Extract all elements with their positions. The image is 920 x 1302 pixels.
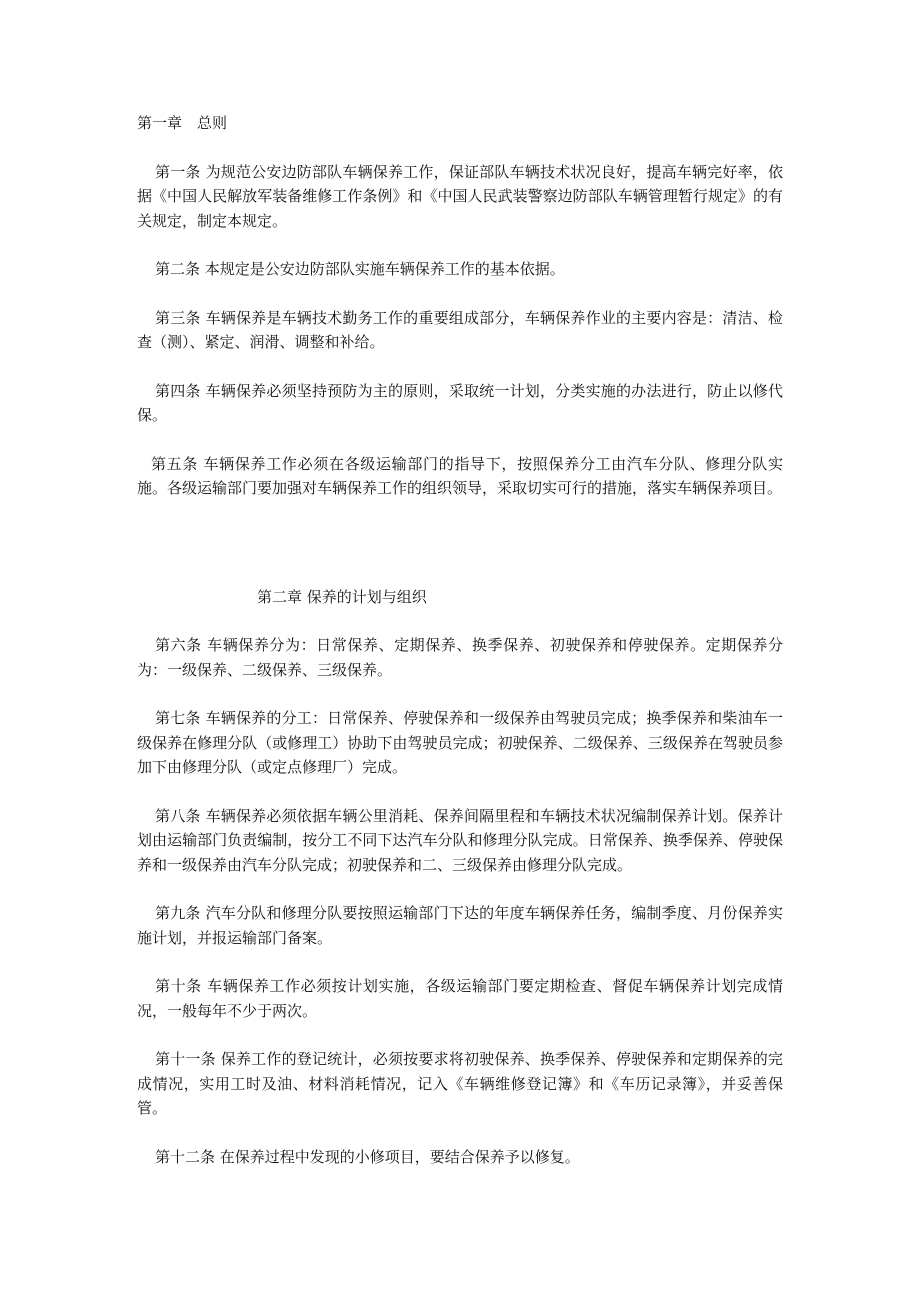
article-3 (137, 306, 783, 355)
article-text: 车辆保养必须坚持预防为主的原则，采取统一计划，分类实施的办法进行，防止以修代保。 (137, 381, 783, 424)
article-8 (137, 804, 783, 878)
article-text: 在保养过程中发现的小修项目，要结合保养予以修复。 (219, 1147, 580, 1166)
article-text: 车辆保养必须依据车辆公里消耗、保养间隔里程和车辆技术状况编制保养计划。保养计划由运输部门负责编制，按分工不同下达汽车分队和修理分队完成。日常保养、换季保养、停驶保养和一级保养由汽车分队完成；初驶保养和二、三级保养由修理分队完成。 (137, 806, 783, 874)
article-label: 第四条 (155, 381, 201, 400)
chapter-2-title: 第二章 保养的计划与组织 (257, 587, 427, 606)
article-label: 第二条 (155, 260, 201, 278)
article-2 (137, 257, 783, 282)
article-text: 本规定是公安边防部队实施车辆保养工作的基本依据。 (204, 260, 565, 278)
article-text: 车辆保养的分工：日常保养、停驶保养和一级保养由驾驶员完成；换季保养和柴油车一级保养在修理分队（或修理工）协助下由驾驶员完成；初驶保养、二级保养、三级保养在驾驶员参加下由修理分队（或定点修理厂）完成。 (137, 709, 783, 776)
article-9 (137, 901, 783, 950)
article-label: 第八条 (155, 806, 201, 825)
article-label: 第三条 (155, 308, 201, 327)
article-label: 第七条 (155, 709, 201, 727)
article-1 (137, 160, 783, 234)
article-text: 汽车分队和修理分队要按照运输部门下达的年度车辆保养任务，编制季度、月份保养实施计划，并报运输部门备案。 (137, 904, 783, 947)
article-label: 第十一条 (155, 1050, 216, 1068)
section-spacer (137, 525, 783, 585)
article-label: 第十二条 (155, 1147, 216, 1166)
article-label: 第九条 (155, 904, 201, 922)
article-text: 车辆保养工作必须按计划实施，各级运输部门要定期检查、督促车辆保养计划完成情况，一般每年不少于两次。 (137, 977, 783, 1020)
article-text: 车辆保养工作必须在各级运输部门的指导下，按照保养分工由汽车分队、修理分队实施。各级运输部门要加强对车辆保养工作的组织领导，采取切实可行的措施，落实车辆保养项目。 (137, 454, 783, 497)
article-12 (137, 1145, 783, 1170)
article-label: 第六条 (155, 636, 202, 654)
article-7 (137, 706, 783, 780)
article-text: 车辆保养是车辆技术勤务工作的重要组成部分，车辆保养作业的主要内容是：清洁、检查（测）、紧定、润滑、调整和补给。 (137, 308, 783, 351)
article-10 (137, 974, 783, 1023)
article-label: 第一条 (155, 162, 201, 181)
article-11 (137, 1047, 783, 1121)
article-label: 第五条 (151, 454, 199, 473)
chapter-1-title: 第一章 总则 (137, 114, 228, 132)
article-text: 保养工作的登记统计，必须按要求将初驶保养、换季保养、停驶保养和定期保养的完成情况，实用工时及油、材料消耗情况，记入《车辆维修登记簿》和《车历记录簿》，并妥善保管。 (137, 1050, 783, 1117)
article-text: 为规范公安边防部队车辆保养工作，保证部队车辆技术状况良好，提高车辆完好率，依据《中国人民解放军装备维修工作条例》和《中国人民武装警察边防部队车辆管理暂行规定》的有关规定，制定本规定。 (137, 162, 783, 230)
article-6 (137, 633, 783, 682)
article-4 (137, 379, 783, 428)
article-5 (137, 452, 783, 501)
article-text: 车辆保养分为：日常保养、定期保养、换季保养、初驶保养和停驶保养。定期保养分为：一级保养、二级保养、三级保养。 (137, 636, 783, 679)
article-label: 第十条 (155, 977, 202, 995)
document-page (137, 111, 783, 1193)
